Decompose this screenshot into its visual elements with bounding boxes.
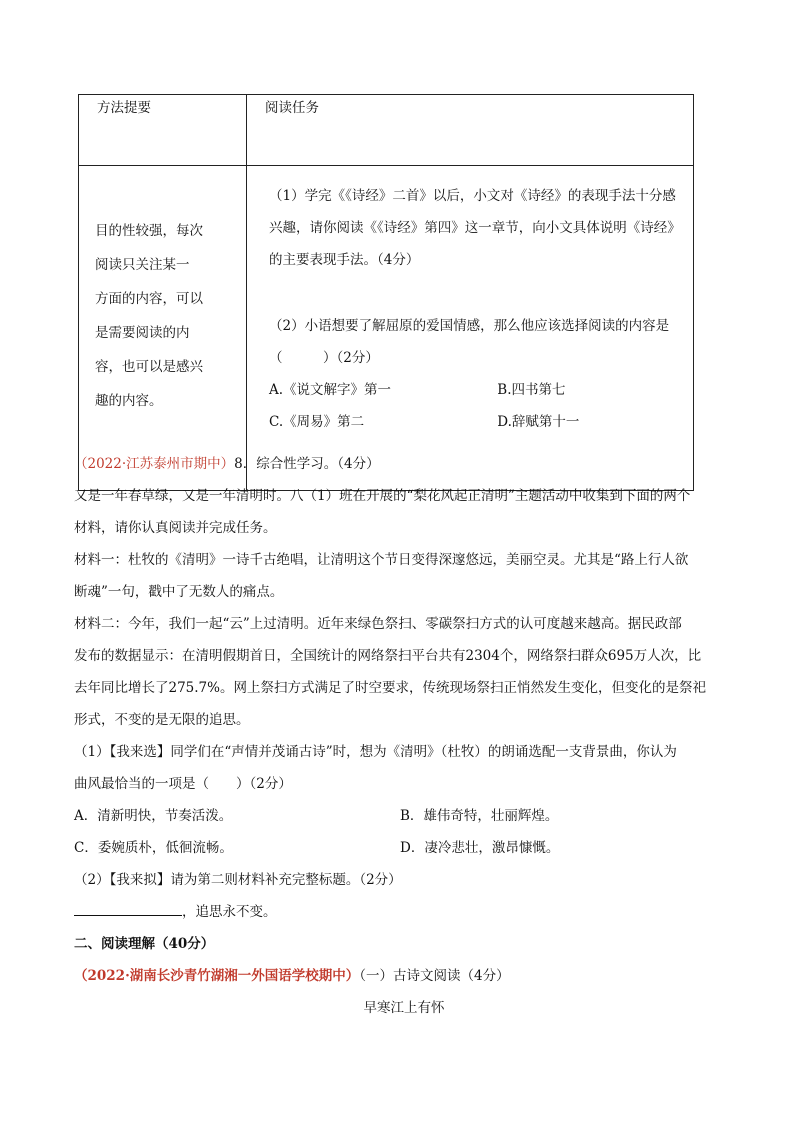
sub2-line: （2）【我来拟】请为第二则材料补充完整标题。（2分） xyxy=(74,872,402,888)
option-d: D.辞赋第十一 xyxy=(497,414,580,430)
answer-blank[interactable] xyxy=(74,897,182,916)
section2-heading: 二、阅读理解（40分） xyxy=(74,936,215,952)
material2-line: 发布的数据显示：在清明假期首日，全国统计的网络祭扫平台共有2304个，网络祭扫群众695万人次，比 xyxy=(74,648,702,664)
reading-task-table xyxy=(78,94,694,491)
method-line: 目的性较强，每次 xyxy=(95,223,203,239)
spacer xyxy=(269,276,685,310)
intro-line: 材料，请你认真阅读并完成任务。 xyxy=(74,520,277,536)
material2-line: 形式，不变的是无限的追思。 xyxy=(74,712,250,728)
choice-c: C．委婉质朴，低徊流畅。 xyxy=(74,840,233,856)
choice-b: B．雄伟奇特，壮丽辉煌。 xyxy=(400,808,559,824)
choice-a: A．清新明快，节奏活泼。 xyxy=(74,808,233,824)
q2-line: （ ）（2分） xyxy=(269,350,379,366)
method-line: 容，也可以是感兴 xyxy=(95,359,203,375)
section2-sub: （一）古诗文阅读（4分） xyxy=(359,968,510,984)
q8-title: 8．综合性学习。（4分） xyxy=(234,456,380,472)
sub1-line: （1）【我来选】同学们在“声情并茂诵古诗”时，想为《清明》（杜牧）的朗诵选配一支背景曲，你认为 xyxy=(74,744,677,760)
question-content xyxy=(74,448,734,1024)
option-row xyxy=(269,406,685,438)
option-row xyxy=(269,374,685,406)
header-task: 阅读任务 xyxy=(247,95,694,166)
choice-row xyxy=(74,800,734,832)
table-body-row xyxy=(79,166,694,491)
material2-line: 材料二：今年，我们一起“云”上过清明。近年来绿色祭扫、零碳祭扫方式的认可度越来越高。据民政部 xyxy=(74,616,682,632)
method-line: 是需要阅读的内 xyxy=(95,325,190,341)
method-line: 方面的内容，可以 xyxy=(95,291,203,307)
material2-line: 去年同比增长了275.7%。网上祭扫方式满足了时空要求，传统现场祭扫正悄然发生变化，但变化的是祭祀 xyxy=(74,680,706,696)
choice-d: D．凄冷悲壮，激昂慷慨。 xyxy=(400,840,560,856)
q8-source: （2022·江苏泰州市期中） xyxy=(74,456,235,472)
option-c: C.《周易》第二 xyxy=(269,414,365,430)
option-a: A.《说文解字》第一 xyxy=(269,382,392,398)
method-line: 趣的内容。 xyxy=(95,393,163,409)
material1-line: 材料一：杜牧的《清明》一诗千古绝唱，让清明这个节日变得深邃悠远，美丽空灵。尤其是“路上行人欲 xyxy=(74,552,689,568)
method-line: 阅读只关注某一 xyxy=(95,257,190,273)
q8-heading xyxy=(74,448,734,480)
answer-suffix: ，追思永不变。 xyxy=(182,904,277,920)
material1-line: 断魂”一句，戳中了无数人的痛点。 xyxy=(74,584,284,600)
section2-subheading xyxy=(74,960,734,992)
choice-row xyxy=(74,832,734,864)
q1-line: （1）学完《《诗经》二首》以后，小文对《诗经》的表现手法十分感 xyxy=(269,188,676,204)
option-b: B.四书第七 xyxy=(497,382,566,398)
section2-source: （2022·湖南长沙青竹湖湘一外国语学校期中） xyxy=(74,968,360,984)
table-header-row xyxy=(79,95,694,166)
sub1-line: 曲风最恰当的一项是（ ）（2分） xyxy=(74,776,292,792)
q1-line: 的主要表现手法。（4分） xyxy=(269,252,420,268)
intro-line: 又是一年春草绿，又是一年清明时。八（1）班在开展的“梨花风起正清明”主题活动中收集到下面的两个 xyxy=(74,488,691,504)
method-cell xyxy=(79,166,247,491)
answer-line xyxy=(74,896,734,928)
task-cell xyxy=(247,166,694,491)
header-method: 方法提要 xyxy=(79,95,247,166)
q1-line: 兴趣，请你阅读《《诗经》第四》这一章节，向小文具体说明《诗经》 xyxy=(269,220,681,236)
poem-title: 早寒江上有怀 xyxy=(363,1000,445,1016)
q2-line: （2）小语想要了解屈原的爱国情感，那么他应该选择阅读的内容是 xyxy=(269,318,670,334)
